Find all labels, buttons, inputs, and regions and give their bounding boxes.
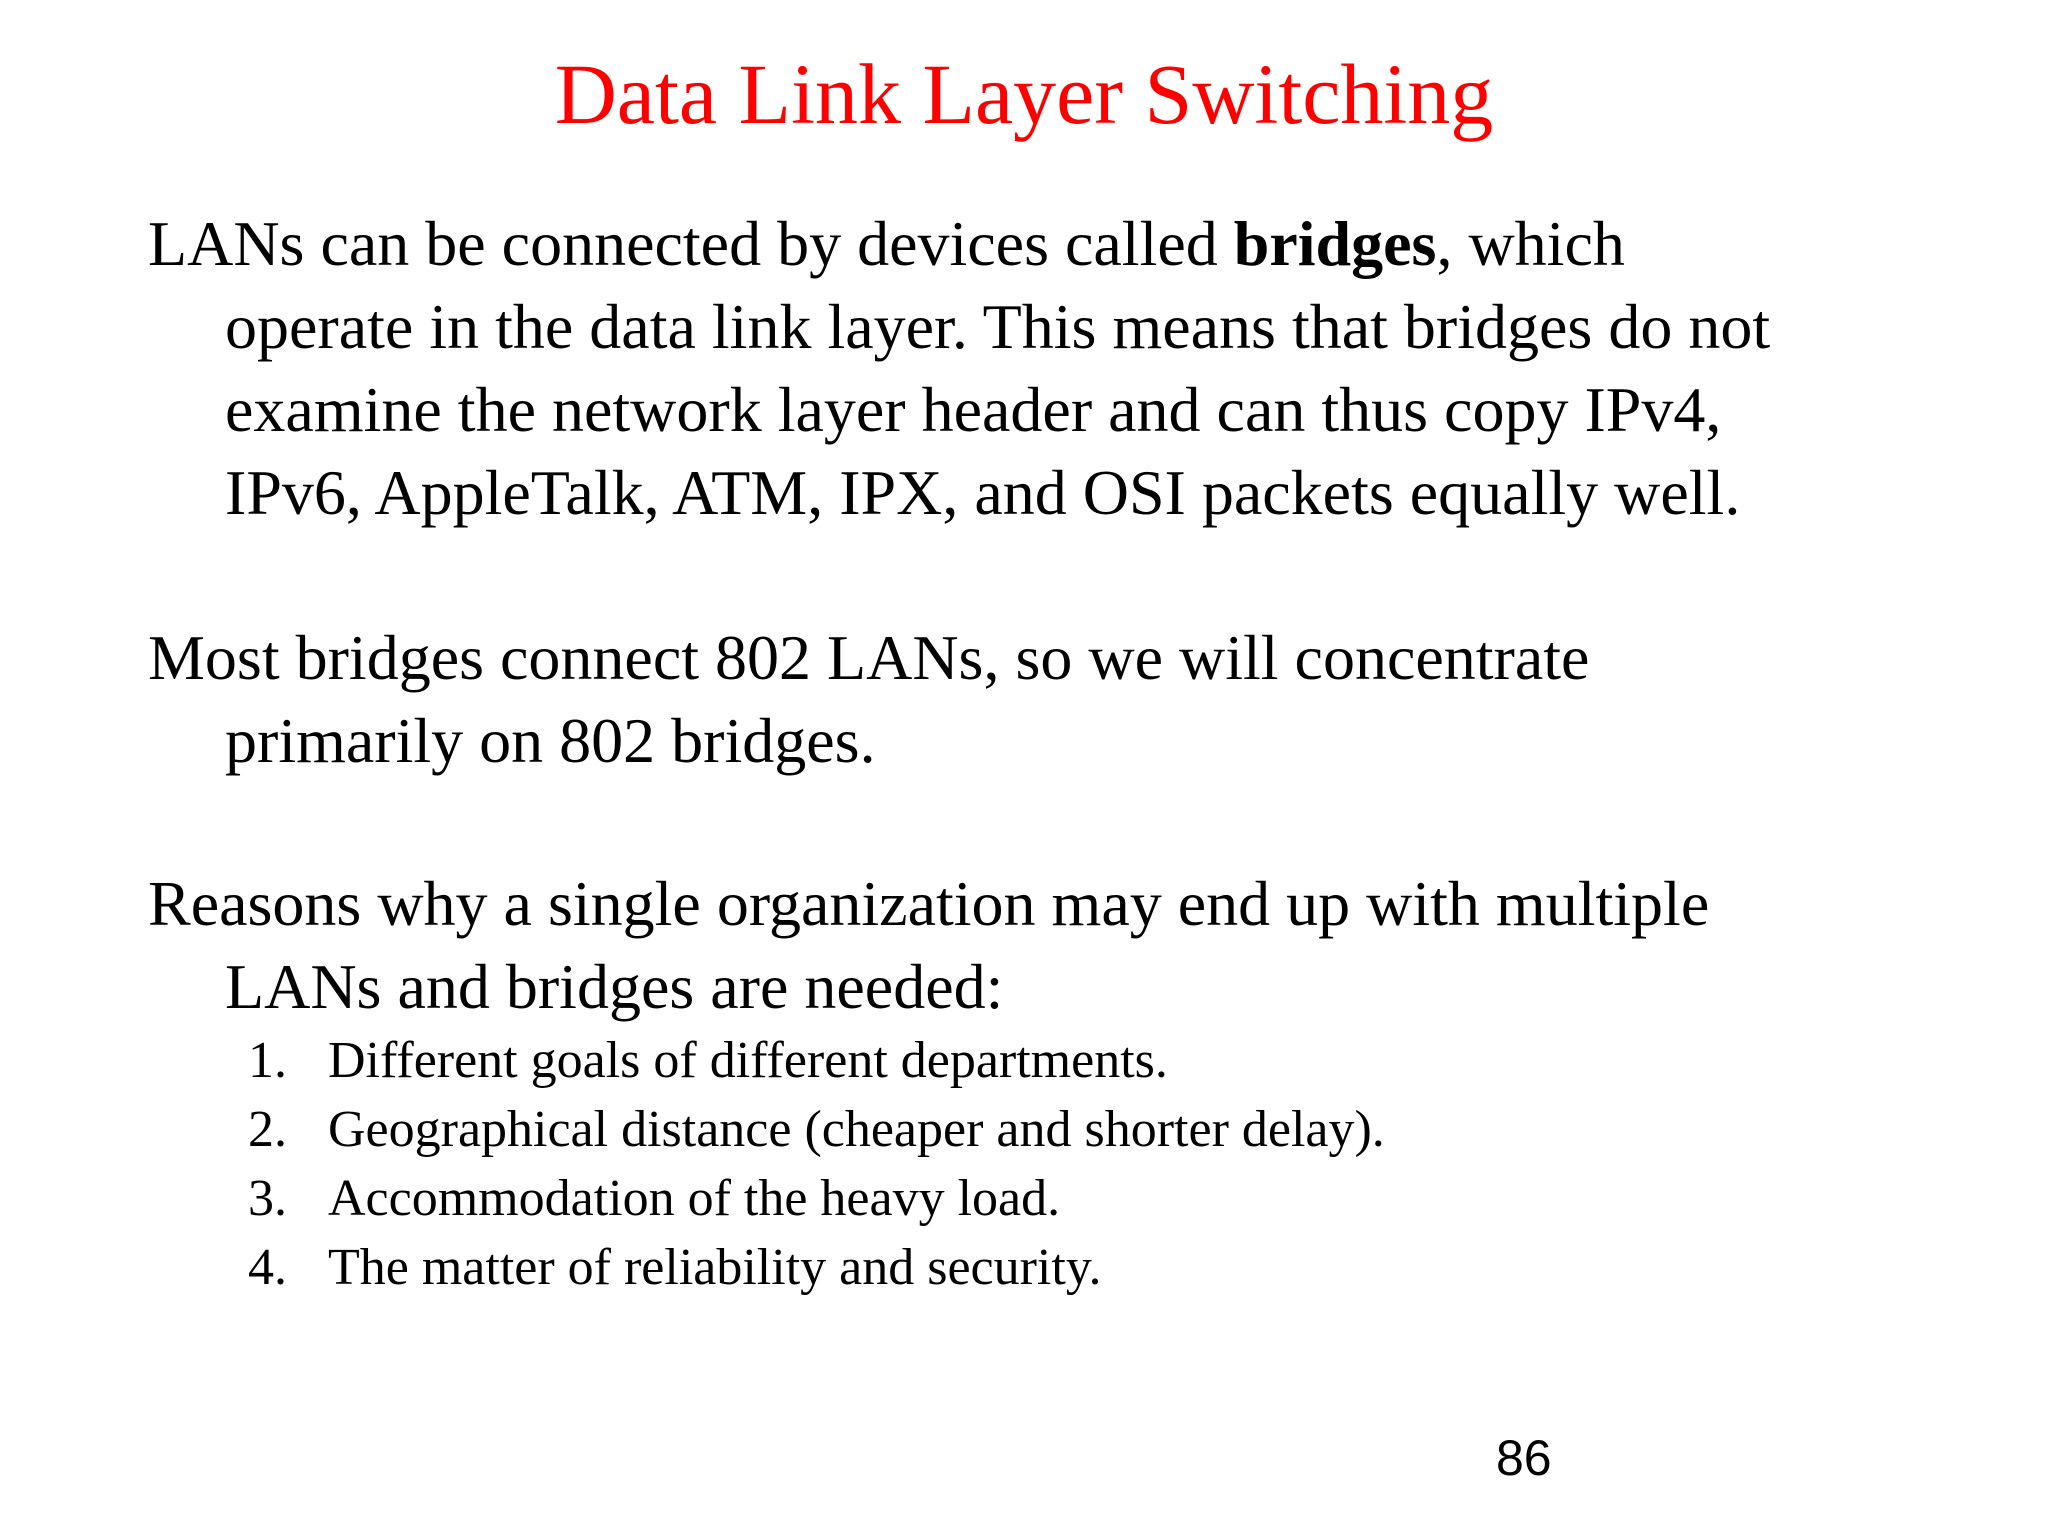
list-item xyxy=(248,1095,1948,1164)
list-number: 4. xyxy=(248,1239,287,1296)
list-text: Geographical distance (cheaper and shorter delay). xyxy=(328,1101,1385,1158)
paragraph-802 xyxy=(148,616,1968,782)
paragraph-line: IPv6, AppleTalk, ATM, IPX, and OSI packets equally well. xyxy=(225,457,1741,528)
paragraph-reasons xyxy=(148,862,1968,1028)
list-item xyxy=(248,1233,1948,1302)
paragraph-line: Most bridges connect 802 LANs, so we will concentrate xyxy=(148,622,1590,693)
list-text: Different goals of different departments. xyxy=(328,1032,1168,1089)
paragraph-line: examine the network layer header and can thus copy IPv4, xyxy=(225,374,1722,445)
page-number: 86 xyxy=(1496,1430,1552,1486)
bold-term: bridges xyxy=(1233,208,1437,279)
paragraph-line: Reasons why a single organization may end up with multiple xyxy=(148,868,1710,939)
list-text: Accommodation of the heavy load. xyxy=(328,1170,1061,1227)
paragraph-line: primarily on 802 bridges. xyxy=(225,705,876,776)
list-text: The matter of reliability and security. xyxy=(328,1239,1102,1296)
list-number: 3. xyxy=(248,1170,287,1227)
list-item xyxy=(248,1026,1948,1095)
list-number: 2. xyxy=(248,1101,287,1158)
paragraph-bridges xyxy=(148,202,1968,534)
reasons-list xyxy=(248,1026,1948,1302)
list-item xyxy=(248,1164,1948,1233)
text-run: LANs can be connected by devices called xyxy=(148,208,1234,279)
paragraph-line: operate in the data link layer. This means that bridges do not xyxy=(225,291,1771,362)
paragraph-line: LANs and bridges are needed: xyxy=(225,951,1004,1022)
text-run: , which xyxy=(1436,208,1625,279)
list-number: 1. xyxy=(248,1032,287,1089)
slide-title: Data Link Layer Switching xyxy=(554,46,1494,142)
paragraph-line xyxy=(148,202,1968,285)
